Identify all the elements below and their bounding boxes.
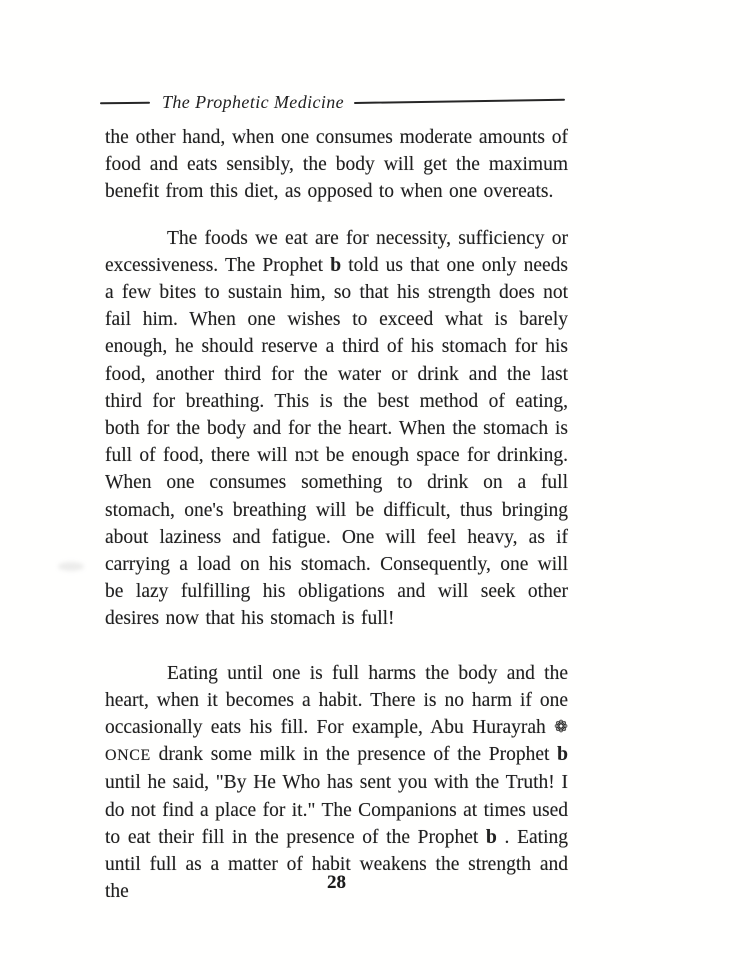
- page-number: 28: [327, 872, 346, 893]
- text-run: until he said, "By He Who has sent you with the Truth! I do not find a place for it." The Companions at times used to eat their fill in the presence of the Prophet: [105, 772, 568, 848]
- companion-honorific-icon: ❁: [554, 717, 568, 737]
- text-run: The foods we eat are for necessity, sufficiency or excessiveness. The Prophet: [105, 227, 568, 276]
- text-run: . Eating until full as a matter of habit weakens the strength and the: [105, 826, 568, 903]
- paragraph: [105, 225, 568, 633]
- paragraph: [105, 660, 568, 906]
- text-run: Eating until one is full harms the body and the heart, when it becomes a habit. There is no harm if one occasionally eats his fill. For example, Abu Hurayrah: [105, 662, 568, 739]
- paragraph: [105, 124, 568, 206]
- text-run: the other hand, when one consumes moderate amounts of food and eats sensibly, the body will get the maximum benefit from this diet, as opposed to when one overeats.: [105, 127, 568, 203]
- running-header: [100, 92, 565, 113]
- text-run: told us that one only needs a few bites to sustain him, so that his strength does not fail him. When one wishes to exceed what is barely enough, he should reserve a third of his stomach for his food, another third for the water or drink and the last third for breathing. This is the best method of eating, both for the body and for the heart. When the stomach is full of food, there will nɔt be enough space for drinking. When one consumes something to drink on a full stomach, one's breathing will be difficult, thus bringing about laziness and fatigue. One will feel heavy, as if carrying a load on his stomach. Consequently, one will be lazy fulfilling his obligations and will seek other desires now that his stomach is full!: [105, 254, 568, 630]
- smallcaps-word: ONCE: [105, 747, 151, 765]
- header-rule-left: [100, 101, 150, 104]
- prophet-honorific-glyph: b: [330, 254, 342, 276]
- prophet-honorific-glyph: b: [486, 826, 497, 848]
- scan-smudge: [58, 562, 84, 571]
- prophet-honorific-glyph: b: [557, 744, 568, 766]
- book-title: The Prophetic Medicine: [162, 92, 345, 112]
- page-body: [105, 124, 568, 905]
- text-run: drank some milk in the presence of the Prophet: [150, 744, 558, 766]
- header-rule-right: [354, 98, 565, 103]
